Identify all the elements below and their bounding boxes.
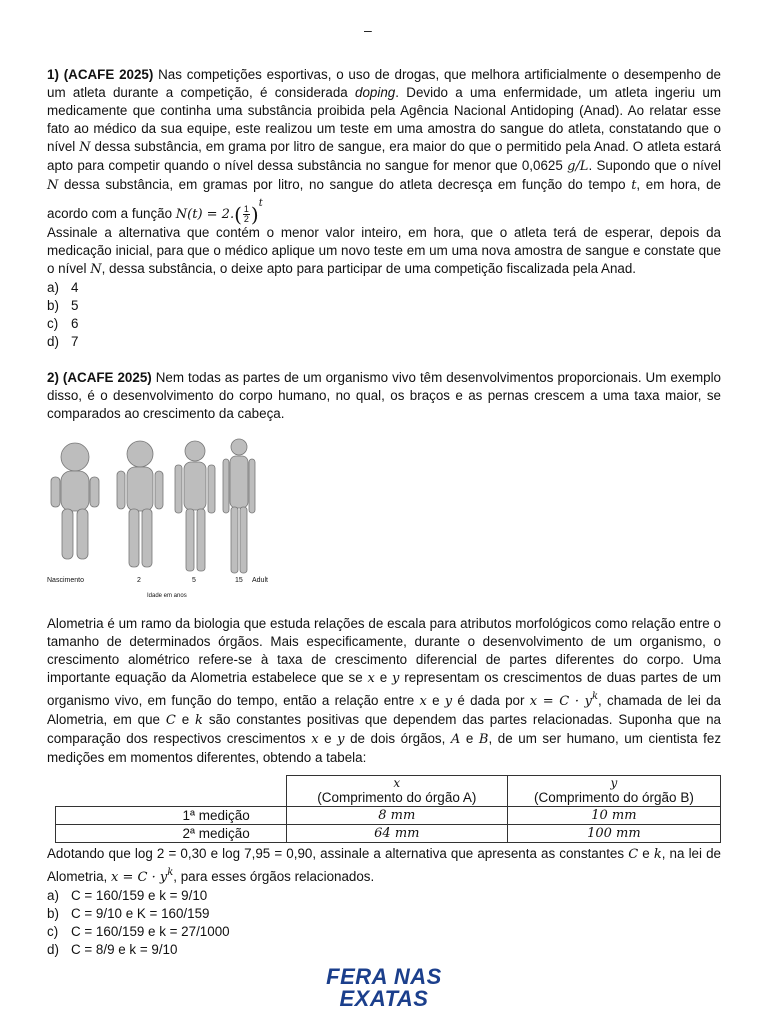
question-1-prompt: Assinale a alternativa que contém o menor valor inteiro, em hora, que o atleta terá de esperar, depois da medicação inicial, para que o médico aplique um novo teste em um uma nova amostra de sangue e constate que o nível N, dessa substância, o deixe apto para participar de uma competição fiscalizada pela Anad. (47, 225, 721, 277)
question-1 (47, 66, 721, 351)
label-adult: Adult (252, 577, 268, 584)
label-age-15: 15 (235, 577, 243, 584)
label-newborn: Nascimento (47, 577, 84, 584)
allometry-paragraph: Alometria é um ramo da biologia que estuda relações de escala para atributos morfológicos como relação entre o tamanho de determinados órgãos. Mais especificamente, durante o desenvolvimento de um organismo, o crescimento alométrico refere-se à taxa de crescimento diferencial de partes diferentes do corpo. Uma importante equação da Alometria estabelece que se x e y representam os crescimentos de duas partes de um organismo vivo, em função do tempo, então a relação entre x e y é dada por $x = C \cdot y^k$, chamada de lei da Alometria, em que C e k são constantes positivas que dependem das partes relacionadas. Suponha que na comparação dos respectivos crescimentos x e y de dois órgãos, A e B, de um ser humano, um cientista fez medições em momentos diferentes, obtendo a tabela: (47, 616, 722, 765)
option-b[interactable]: b) 5 (47, 298, 79, 313)
question-1-label: 1) (ACAFE 2025) (47, 67, 154, 82)
option-d[interactable]: d) 7 (47, 334, 79, 349)
decay-function: N(t) = 2. (175, 207, 235, 222)
question-1-options (47, 279, 721, 351)
human-growth-figure (47, 437, 267, 607)
figure-age-15 (223, 439, 255, 573)
option-d[interactable]: d) C = 8/9 e k = 9/10 (47, 942, 178, 957)
option-c[interactable]: c) 6 (47, 316, 79, 331)
table-header-row (56, 776, 721, 807)
label-age-5: 5 (192, 577, 196, 584)
body-proportions-illustration (47, 437, 267, 582)
header-organ-b: y (Comprimento do órgão B) (507, 776, 720, 807)
table-row: 1ª medição 8 mm 10 mm (56, 807, 721, 825)
figure-newborn (51, 443, 99, 559)
question-2-label: 2) (ACAFE 2025) (47, 370, 152, 385)
fraction-one-half: $\frac{1}{2}$ (243, 203, 249, 224)
figure-age-5 (175, 441, 215, 571)
figure-axis-caption: Idade em anos (147, 593, 187, 599)
option-b[interactable]: b) C = 9/10 e K = 160/159 (47, 906, 210, 921)
measurement-table-wrapper (55, 775, 721, 843)
question-2 (47, 369, 721, 959)
document-body (47, 66, 721, 959)
question-2-options (47, 887, 721, 959)
question-2-intro: 2) (ACAFE 2025) Nem todas as partes de um organismo vivo têm desenvolvimentos proporcionais. Um exemplo disso, é o desenvolvimento do corpo humano, no qual, os braços e as pernas crescem a uma taxa maior, se comparados ao crescimento da cabeça. (47, 370, 721, 421)
fera-nas-exatas-logo: FERA NAS EXATAS (326, 964, 442, 1011)
option-a[interactable]: a) 4 (47, 280, 79, 295)
page-header-dash: – (364, 22, 372, 38)
figure-age-2 (117, 441, 163, 567)
figure-age-labels (47, 577, 267, 607)
header-organ-a: x (Comprimento do órgão A) (286, 776, 507, 807)
question-1-statement: 1) (ACAFE 2025) Nas competições esportivas, o uso de drogas, que melhora artificialmente o desempenho de um atleta durante a competição, é considerada doping. Devido a uma enfermidade, um atleta ingeriu um medicamente que continha uma substância proibida pela Agência Nacional Antidoping (Anad). Ao relatar esse fato ao médico da sua equipe, este realizou um teste em uma amostra do sangue do atleta, constatando que o nível N dessa substância, em grama por litro de sangue, era maior do que o permitido pela Anad. O atleta estará apto para competir quando o nível dessa substância no sangue for menor que 0,0625 g/L. Supondo que o nível N dessa substância, em gramas por litro, no sangue do atleta decresça em função do tempo t, em hora, de acordo com a função N(t) = 2.( $\frac{1}{2}$ )$^t$ (47, 67, 721, 227)
question-2-prompt: Adotando que log 2 = 0,30 e log 7,95 = 0,90, assinale a alternativa que apresenta as constantes C e k, na lei de Alometria, $x = C \cdot y^k$, para esses órgãos relacionados. (47, 846, 721, 885)
measurement-table (55, 775, 721, 843)
label-age-2: 2 (137, 577, 141, 584)
allometry-law: x = C · y (529, 694, 592, 709)
table-row: 2ª medição 64 mm 100 mm (56, 825, 721, 843)
option-a[interactable]: a) C = 160/159 e k = 9/10 (47, 888, 208, 903)
option-c[interactable]: c) C = 160/159 e k = 27/1000 (47, 924, 230, 939)
